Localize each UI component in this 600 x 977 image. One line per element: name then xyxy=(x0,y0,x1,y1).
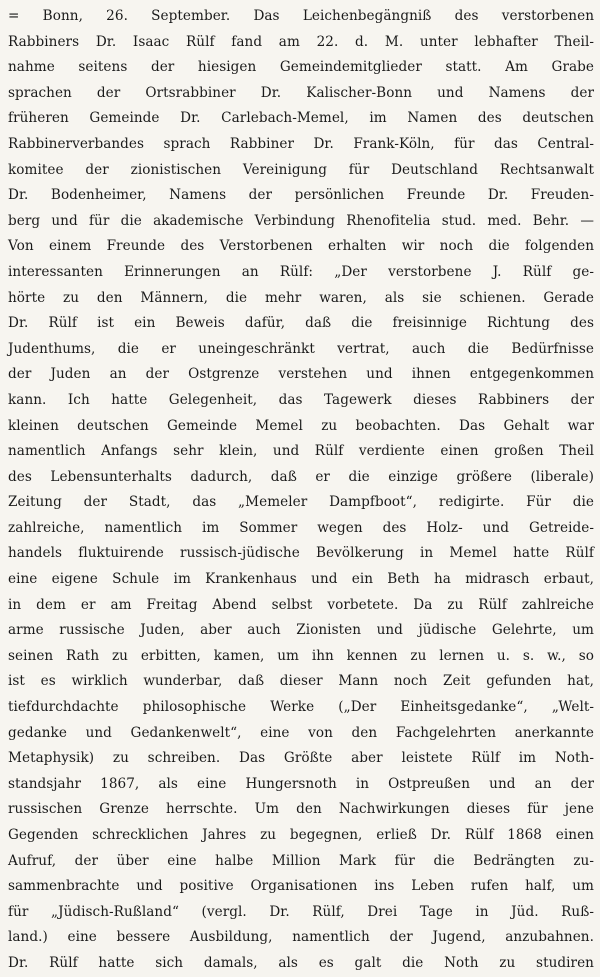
text-line: handels fluktuirende russisch-jüdische Bevölkerung in Memel hatte Rülf xyxy=(8,545,594,562)
text-line: eine eigene Schule im Krankenhaus und ein Beth ha midrasch erbaut, xyxy=(8,571,594,588)
text-line: = Bonn, 26. September. Das Leichenbegängniß des verstorbenen xyxy=(8,8,594,24)
text-line: des Lebensunterhalts dadurch, daß er die einzige größere (liberale) xyxy=(8,468,594,485)
text-line: Rabbiners Dr. Isaac Rülf fand am 22. d. M. unter lebhafter Theil- xyxy=(8,33,594,50)
text-line: Judenthums, die er uneingeschränkt vertrat, auch die Bedürfnisse xyxy=(8,340,594,357)
text-line: sammenbrachte und positive Organisationen ins Leben rufen half, um xyxy=(8,878,594,895)
text-line: land.) eine bessere Ausbildung, namentlich der Jugend, anzubahnen. xyxy=(8,929,594,946)
text-line: komitee der zionistischen Vereinigung für Deutschland Rechtsanwalt xyxy=(8,161,594,178)
text-line: ist es wirklich wunderbar, daß dieser Mann noch Zeit gefunden hat, xyxy=(8,673,594,690)
text-line: Rabbinerverbandes sprach Rabbiner Dr. Frank-Köln, für das Central- xyxy=(8,135,594,152)
text-line: früheren Gemeinde Dr. Carlebach-Memel, im Namen des deutschen xyxy=(8,110,594,127)
text-line: berg und für die akademische Verbindung Rhenofitelia stud. med. Behr. — xyxy=(8,212,594,229)
text-line: interessanten Erinnerungen an Rülf: „Der verstorbene J. Rülf ge- xyxy=(8,263,594,280)
text-line: gedanke und Gedankenwelt“, eine von den Fachgelehrten anerkannte xyxy=(8,724,594,741)
text-line: russischen Grenze herrschte. Um den Nachwirkungen dieses für jene xyxy=(8,801,594,818)
text-line: Von einem Freunde des Verstorbenen erhalten wir noch die folgenden xyxy=(8,238,594,255)
text-line: kann. Ich hatte Gelegenheit, das Tagewerk dieses Rabbiners der xyxy=(8,391,594,408)
text-line: arme russische Juden, aber auch Zionisten und jüdische Gelehrte, um xyxy=(8,622,594,639)
text-line: Aufruf, der über eine halbe Million Mark für die Bedrängten zu- xyxy=(8,852,594,869)
text-line: für „Jüdisch-Rußland“ (vergl. Dr. Rülf, Drei Tage in Jüd. Ruß- xyxy=(8,903,594,920)
text-line: in dem er am Freitag Abend selbst vorbetete. Da zu Rülf zahlreiche xyxy=(8,596,594,613)
text-line: nahme seitens der hiesigen Gemeindemitglieder statt. Am Grabe xyxy=(8,59,594,76)
text-line: hörte zu den Männern, die mehr waren, als sie schienen. Gerade xyxy=(8,289,594,306)
text-line: Dr. Rülf hatte sich damals, als es galt die Noth zu studiren xyxy=(8,954,594,971)
text-line: Dr. Rülf ist ein Beweis dafür, daß die freisinnige Richtung des xyxy=(8,315,594,332)
text-line: kleinen deutschen Gemeinde Memel zu beobachten. Das Gehalt war xyxy=(8,417,594,434)
text-line: zahlreiche, namentlich im Sommer wegen des Holz- und Getreide- xyxy=(8,519,594,536)
text-line: seinen Rath zu erbitten, kamen, um ihn kennen zu lernen u. s. w., so xyxy=(8,647,594,664)
text-line: Dr. Bodenheimer, Namens der persönlichen Freunde Dr. Freuden- xyxy=(8,187,594,204)
text-line: Metaphysik) zu schreiben. Das Größte aber leistete Rülf im Noth- xyxy=(8,750,594,767)
article-text xyxy=(8,4,594,977)
text-line: tiefdurchdachte philosophische Werke („Der Einheitsgedanke“, „Welt- xyxy=(8,699,594,716)
text-line: Gegenden schrecklichen Jahres zu begegnen, erließ Dr. Rülf 1868 einen xyxy=(8,827,594,843)
text-line: der Juden an der Ostgrenze verstehen und ihnen entgegenkommen xyxy=(8,366,594,383)
text-line: standsjahr 1867, als eine Hungersnoth in Ostpreußen und an der xyxy=(8,775,594,792)
text-line: sprachen der Ortsrabbiner Dr. Kalischer-Bonn und Namens der xyxy=(8,84,594,101)
text-line: namentlich Anfangs sehr klein, und Rülf verdiente einen großen Theil xyxy=(8,443,594,460)
text-line: Zeitung der Stadt, das „Memeler Dampfboot“, redigirte. Für die xyxy=(8,494,594,511)
